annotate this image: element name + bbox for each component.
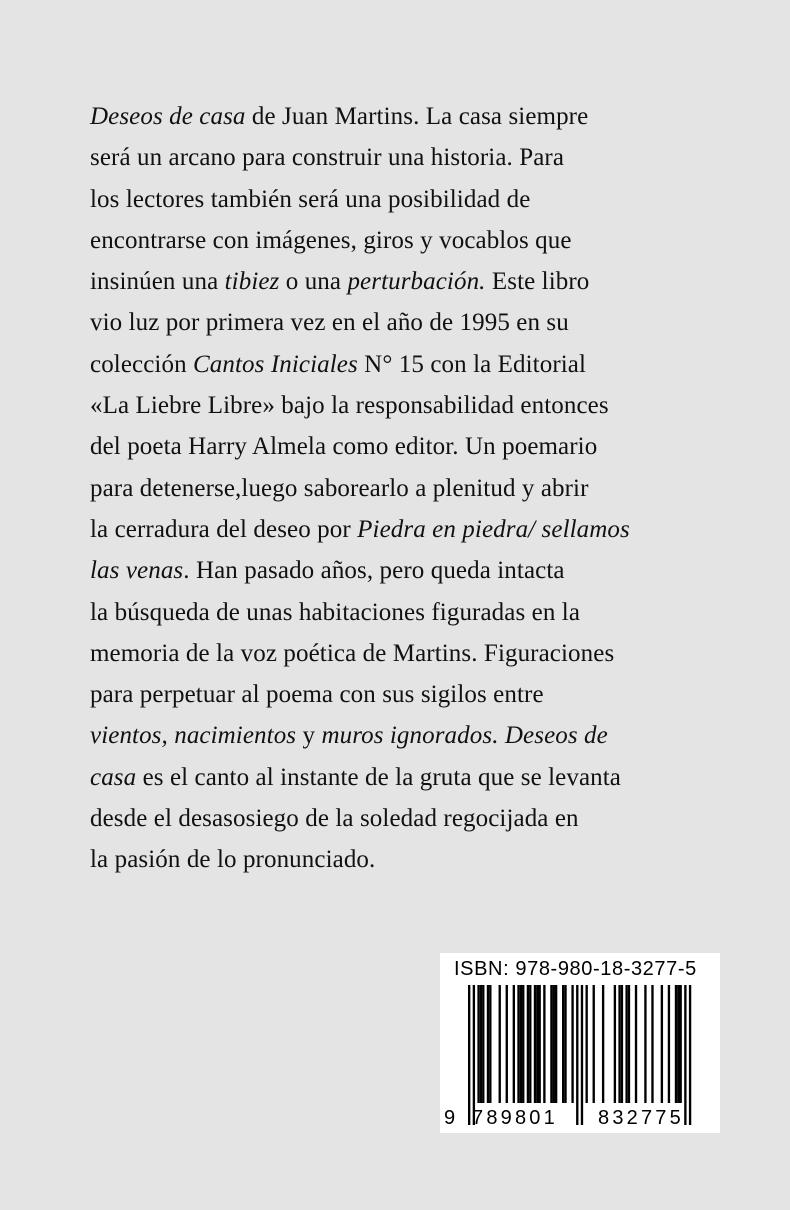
text-line [90,96,730,137]
text-run: para perpetuar al poema con sus sigilos entre [90,681,544,709]
italic-text: las venas [90,557,184,585]
barcode-guard-bar [468,985,470,1125]
barcode-bar [680,985,682,1103]
barcode-bar [539,985,541,1103]
text-run: es el canto al instante de la gruta que se levanta [136,763,621,791]
barcode-bar [614,985,616,1103]
barcode-bar [593,985,595,1103]
text-line [90,550,730,591]
barcode-guard-bar [473,985,475,1125]
text-line [90,385,730,426]
barcode-bar [661,985,663,1103]
italic-text: Deseos de casa [90,103,246,130]
text-run: desde el desasosiego de la soledad regocijada en [90,805,579,833]
text-line [90,137,730,178]
barcode-bar [522,985,524,1103]
synopsis-text [90,96,730,881]
barcode-bar [550,985,552,1103]
text-run: N° 15 con la Editorial [357,350,587,378]
italic-text: vientos, nacimientos [90,722,297,750]
italic-text: casa [90,763,137,791]
text-line [90,633,730,674]
text-run: colección [90,350,194,378]
barcode-bar [628,985,630,1103]
barcode-bar [677,985,679,1103]
text-run: la cerradura del deseo por [90,515,358,543]
text-line [90,344,730,385]
text-run: vio luz por primera vez en el año de 1995 en su [90,309,569,337]
barcode-bar [651,985,653,1103]
text-run: insinúen una [90,268,225,296]
text-run: para detenerse,luego saborearlo a plenitud y abrir [90,474,589,502]
barcode-bar [618,985,620,1103]
barcode-guard-bar [576,985,578,1125]
barcode-bar [571,985,573,1103]
text-run: . Han pasado años, pero queda intacta [183,557,565,585]
text-run: la búsqueda de unas habitaciones figuradas en la [90,598,581,626]
barcode-bar [517,985,519,1103]
text-line [90,839,730,880]
text-run: del poeta Harry Almela como editor. Un poemario [90,433,598,461]
text-line [90,179,730,220]
text-run: la pasión de lo pronunciado. [90,846,376,874]
barcode-bar [668,985,670,1103]
text-line [90,261,730,302]
text-run: y [296,722,322,750]
barcode-bar [562,985,564,1103]
barcode-guard-bar [684,985,686,1125]
text-line [90,715,730,756]
barcode-bar [506,985,508,1103]
isbn-label: ISBN: 978-980-18-3277-5 [454,958,697,980]
text-line [90,220,730,261]
barcode-bar [536,985,538,1103]
text-line [90,798,730,839]
barcode-bar [586,985,588,1103]
text-run: de Juan Martins. La casa siempre [245,103,589,130]
text-run: memoria de la voz poética de Martins. Figuraciones [90,639,615,667]
italic-text: Cantos Iniciales [193,350,358,378]
barcode-bar [635,985,637,1103]
barcode-bar [625,985,627,1103]
text-run: será un arcano para construir una historia. Para [90,144,565,172]
barcode-bar [527,985,529,1103]
barcode-bar [644,985,646,1103]
text-run: Este libro [485,268,590,296]
text-run: los lectores también será una posibilidad de [90,185,531,213]
text-run: o una [279,268,348,296]
italic-text: Piedra en piedra/ sellamos [357,515,630,543]
text-line [90,592,730,633]
barcode-bar [555,985,557,1103]
italic-text: perturbación. [347,268,486,296]
barcode-bar [477,985,479,1103]
barcode-bar [621,985,623,1103]
italic-text: muros ignorados. Deseos de [321,722,608,750]
italic-text: tibiez [224,268,280,296]
barcode-bar [480,985,482,1103]
barcode-bar [602,985,604,1103]
barcode-bar [553,985,555,1103]
barcode-bar [543,985,545,1103]
text-line [90,757,730,798]
barcode-left-digits: 789801 [472,1107,558,1129]
barcode-bar [487,985,489,1103]
text-line [90,674,730,715]
barcode-first-digit: 9 [444,1107,456,1129]
text-line [90,426,730,467]
barcode-bar [534,985,536,1103]
barcode-bar [499,985,501,1103]
barcode-guard-bar [581,985,583,1125]
barcode-bar [529,985,531,1103]
barcode-bar [513,985,515,1103]
text-line [90,302,730,343]
barcode-guard-bar [689,985,691,1125]
text-line [90,509,730,550]
barcode-bar [564,985,566,1103]
barcode-bar [675,985,677,1103]
barcode-bar [489,985,491,1103]
barcode-bar [482,985,484,1103]
barcode-bar [520,985,522,1103]
barcode-graphic [440,953,720,1133]
text-run: encontrarse con imágenes, giros y vocablos que [90,226,572,254]
barcode-right-digits: 832775 [598,1107,684,1129]
isbn-barcode-box [440,953,720,1133]
text-line [90,468,730,509]
text-run: «La Liebre Libre» bajo la responsabilidad entonces [90,392,609,420]
